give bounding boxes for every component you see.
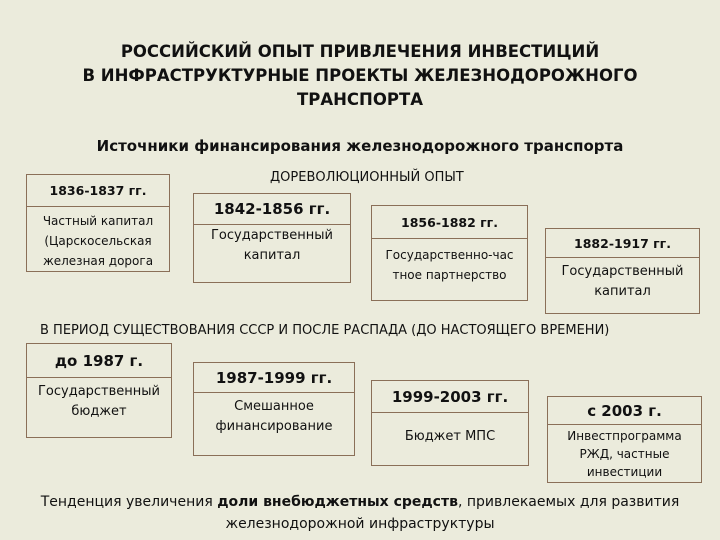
period-description [372, 239, 527, 285]
footer-line-2: железнодорожной инфраструктуры [225, 516, 495, 532]
description-line: Частный капитал [42, 214, 154, 228]
period-description [194, 225, 350, 266]
period-description [27, 207, 169, 271]
footer-conclusion [20, 491, 700, 535]
description-line: Инвестпрограмма [567, 429, 682, 443]
period-box-1882 [545, 228, 700, 314]
period-box-2003 [547, 396, 702, 483]
description-line: финансирование [215, 419, 333, 434]
period-box-1999 [371, 380, 529, 466]
description-line: (Царскосельская [44, 234, 152, 248]
title-line-2: В ИНФРАСТРУКТУРНЫЕ ПРОЕКТЫ ЖЕЛЕЗНОДОРОЖНОГО [82, 66, 638, 85]
period-label: 1842-1856 гг. [194, 194, 350, 225]
description-line: РЖД, частные [579, 447, 670, 461]
description-line: Смешанное [234, 399, 314, 414]
description-line: железная дорога [42, 254, 154, 268]
title-line-1: РОССИЙСКИЙ ОПЫТ ПРИВЛЕЧЕНИЯ ИНВЕСТИЦИЙ [120, 42, 600, 61]
period-box-1856 [371, 205, 528, 301]
footer-line-1 [20, 491, 700, 513]
footer-text: Тенденция увеличения [40, 494, 218, 510]
description-line: Государственный [37, 384, 161, 399]
period-description [546, 258, 699, 302]
period-label: с 2003 г. [548, 397, 701, 425]
period-label: 1882-1917 гг. [546, 229, 699, 258]
description-line: Государственно-час [385, 248, 514, 262]
period-label: 1856-1882 гг. [372, 206, 527, 239]
period-box-before-1987 [26, 343, 172, 438]
section-heading-ussr: В ПЕРИОД СУЩЕСТВОВАНИЯ СССР И ПОСЛЕ РАСПАДА (ДО НАСТОЯЩЕГО ВРЕМЕНИ) [40, 323, 610, 338]
period-box-1987 [193, 362, 355, 456]
page-title [40, 40, 680, 112]
period-box-1842 [193, 193, 351, 283]
period-label: до 1987 г. [27, 344, 171, 378]
description-line: Бюджет МПС [404, 429, 496, 444]
description-line: бюджет [71, 404, 127, 419]
title-line-3: ТРАНСПОРТА [297, 90, 423, 109]
period-label: 1987-1999 гг. [194, 363, 354, 393]
period-label: 1999-2003 гг. [372, 381, 528, 413]
period-box-1836 [26, 174, 170, 272]
description-line: капитал [243, 248, 301, 263]
description-line: капитал [594, 284, 651, 299]
period-label: 1836-1837 гг. [27, 175, 169, 207]
footer-text: , привлекаемых для развития [457, 494, 680, 510]
period-description [27, 378, 171, 422]
footer-emphasis: доли внебюджетных средств [217, 494, 458, 510]
description-line: Государственный [210, 228, 334, 243]
description-line: тное партнерство [392, 268, 507, 282]
description-line: Государственный [561, 264, 684, 279]
period-description [194, 393, 354, 437]
page-subtitle: Источники финансирования железнодорожного транспорта [96, 137, 624, 155]
section-heading-prerevolution: ДОРЕВОЛЮЦИОННЫЙ ОПЫТ [270, 170, 464, 185]
period-description [548, 425, 701, 481]
description-line: инвестиции [586, 465, 663, 479]
period-description [372, 413, 528, 447]
